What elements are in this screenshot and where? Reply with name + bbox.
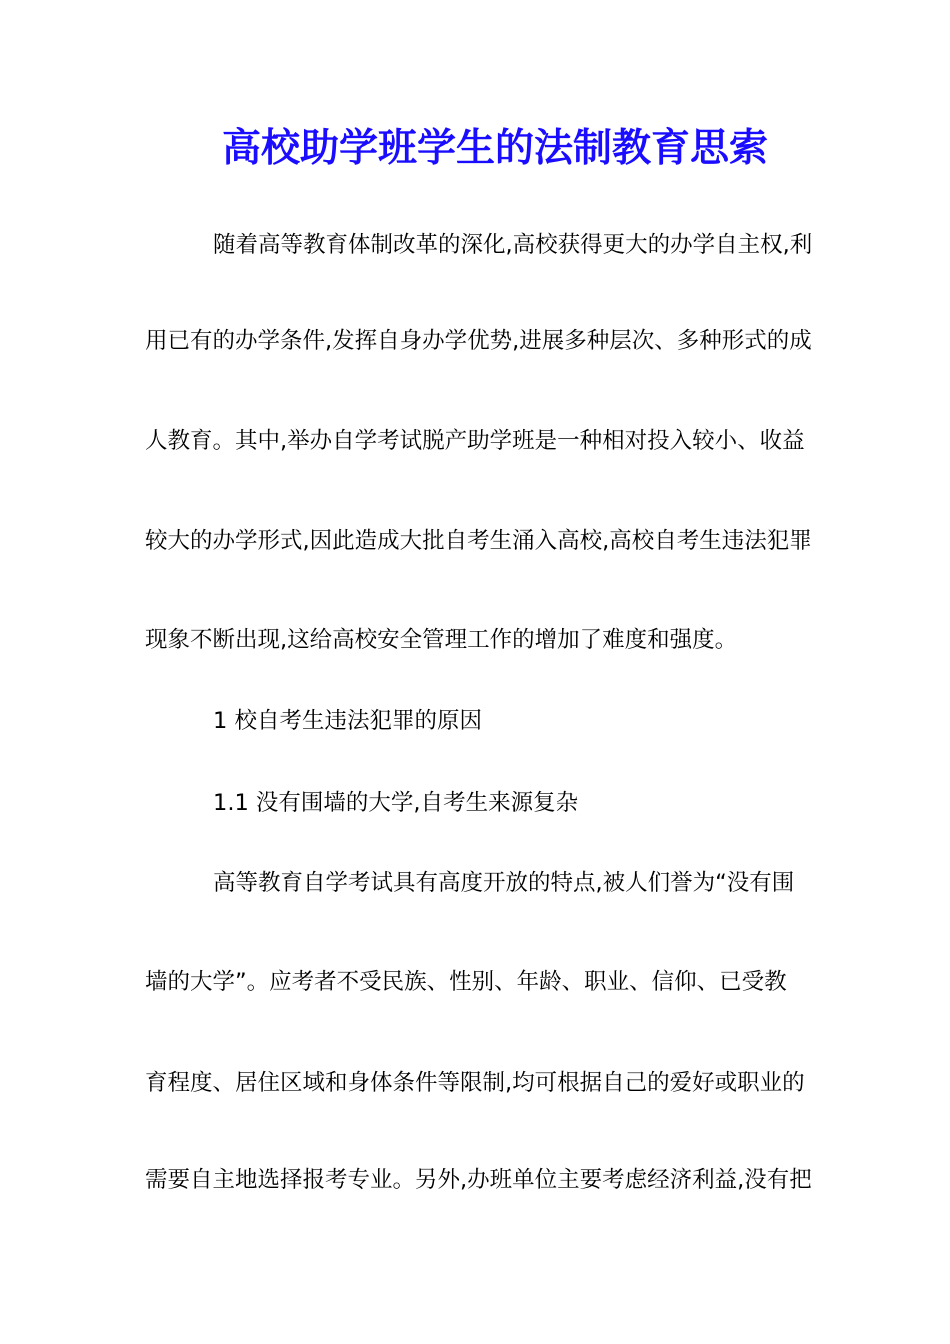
paragraph-line: 人教育。其中,举办自学考试脱产助学班是一种相对投入较小、收益: [145, 428, 805, 454]
paragraph-line: 墙的大学”。应考者不受民族、性别、年龄、职业、信仰、已受教: [145, 969, 787, 995]
subsection-heading: 1.1 没有围墙的大学,自考生来源复杂: [213, 790, 579, 816]
paragraph-line: 育程度、居住区域和身体条件等限制,均可根据自己的爱好或职业的: [145, 1070, 805, 1096]
document-title: 高校助学班学生的法制教育思索: [221, 125, 768, 171]
paragraph-line: 高等教育自学考试具有高度开放的特点,被人们誉为“没有围: [213, 870, 795, 896]
paragraph-line: 现象不断出现,这给高校安全管理工作的增加了难度和强度。: [145, 627, 738, 653]
paragraph-line: 需要自主地选择报考专业。另外,办班单位主要考虑经济利益,没有把: [145, 1167, 812, 1193]
paragraph-line: 用已有的办学条件,发挥自身办学优势,进展多种层次、多种形式的成: [145, 328, 812, 354]
paragraph-line: 较大的办学形式,因此造成大批自考生涌入高校,高校自考生违法犯罪: [145, 528, 812, 554]
section-heading: 1 校自考生违法犯罪的原因: [213, 708, 482, 734]
paragraph-line: 随着高等教育体制改革的深化,高校获得更大的办学自主权,利: [213, 232, 813, 258]
